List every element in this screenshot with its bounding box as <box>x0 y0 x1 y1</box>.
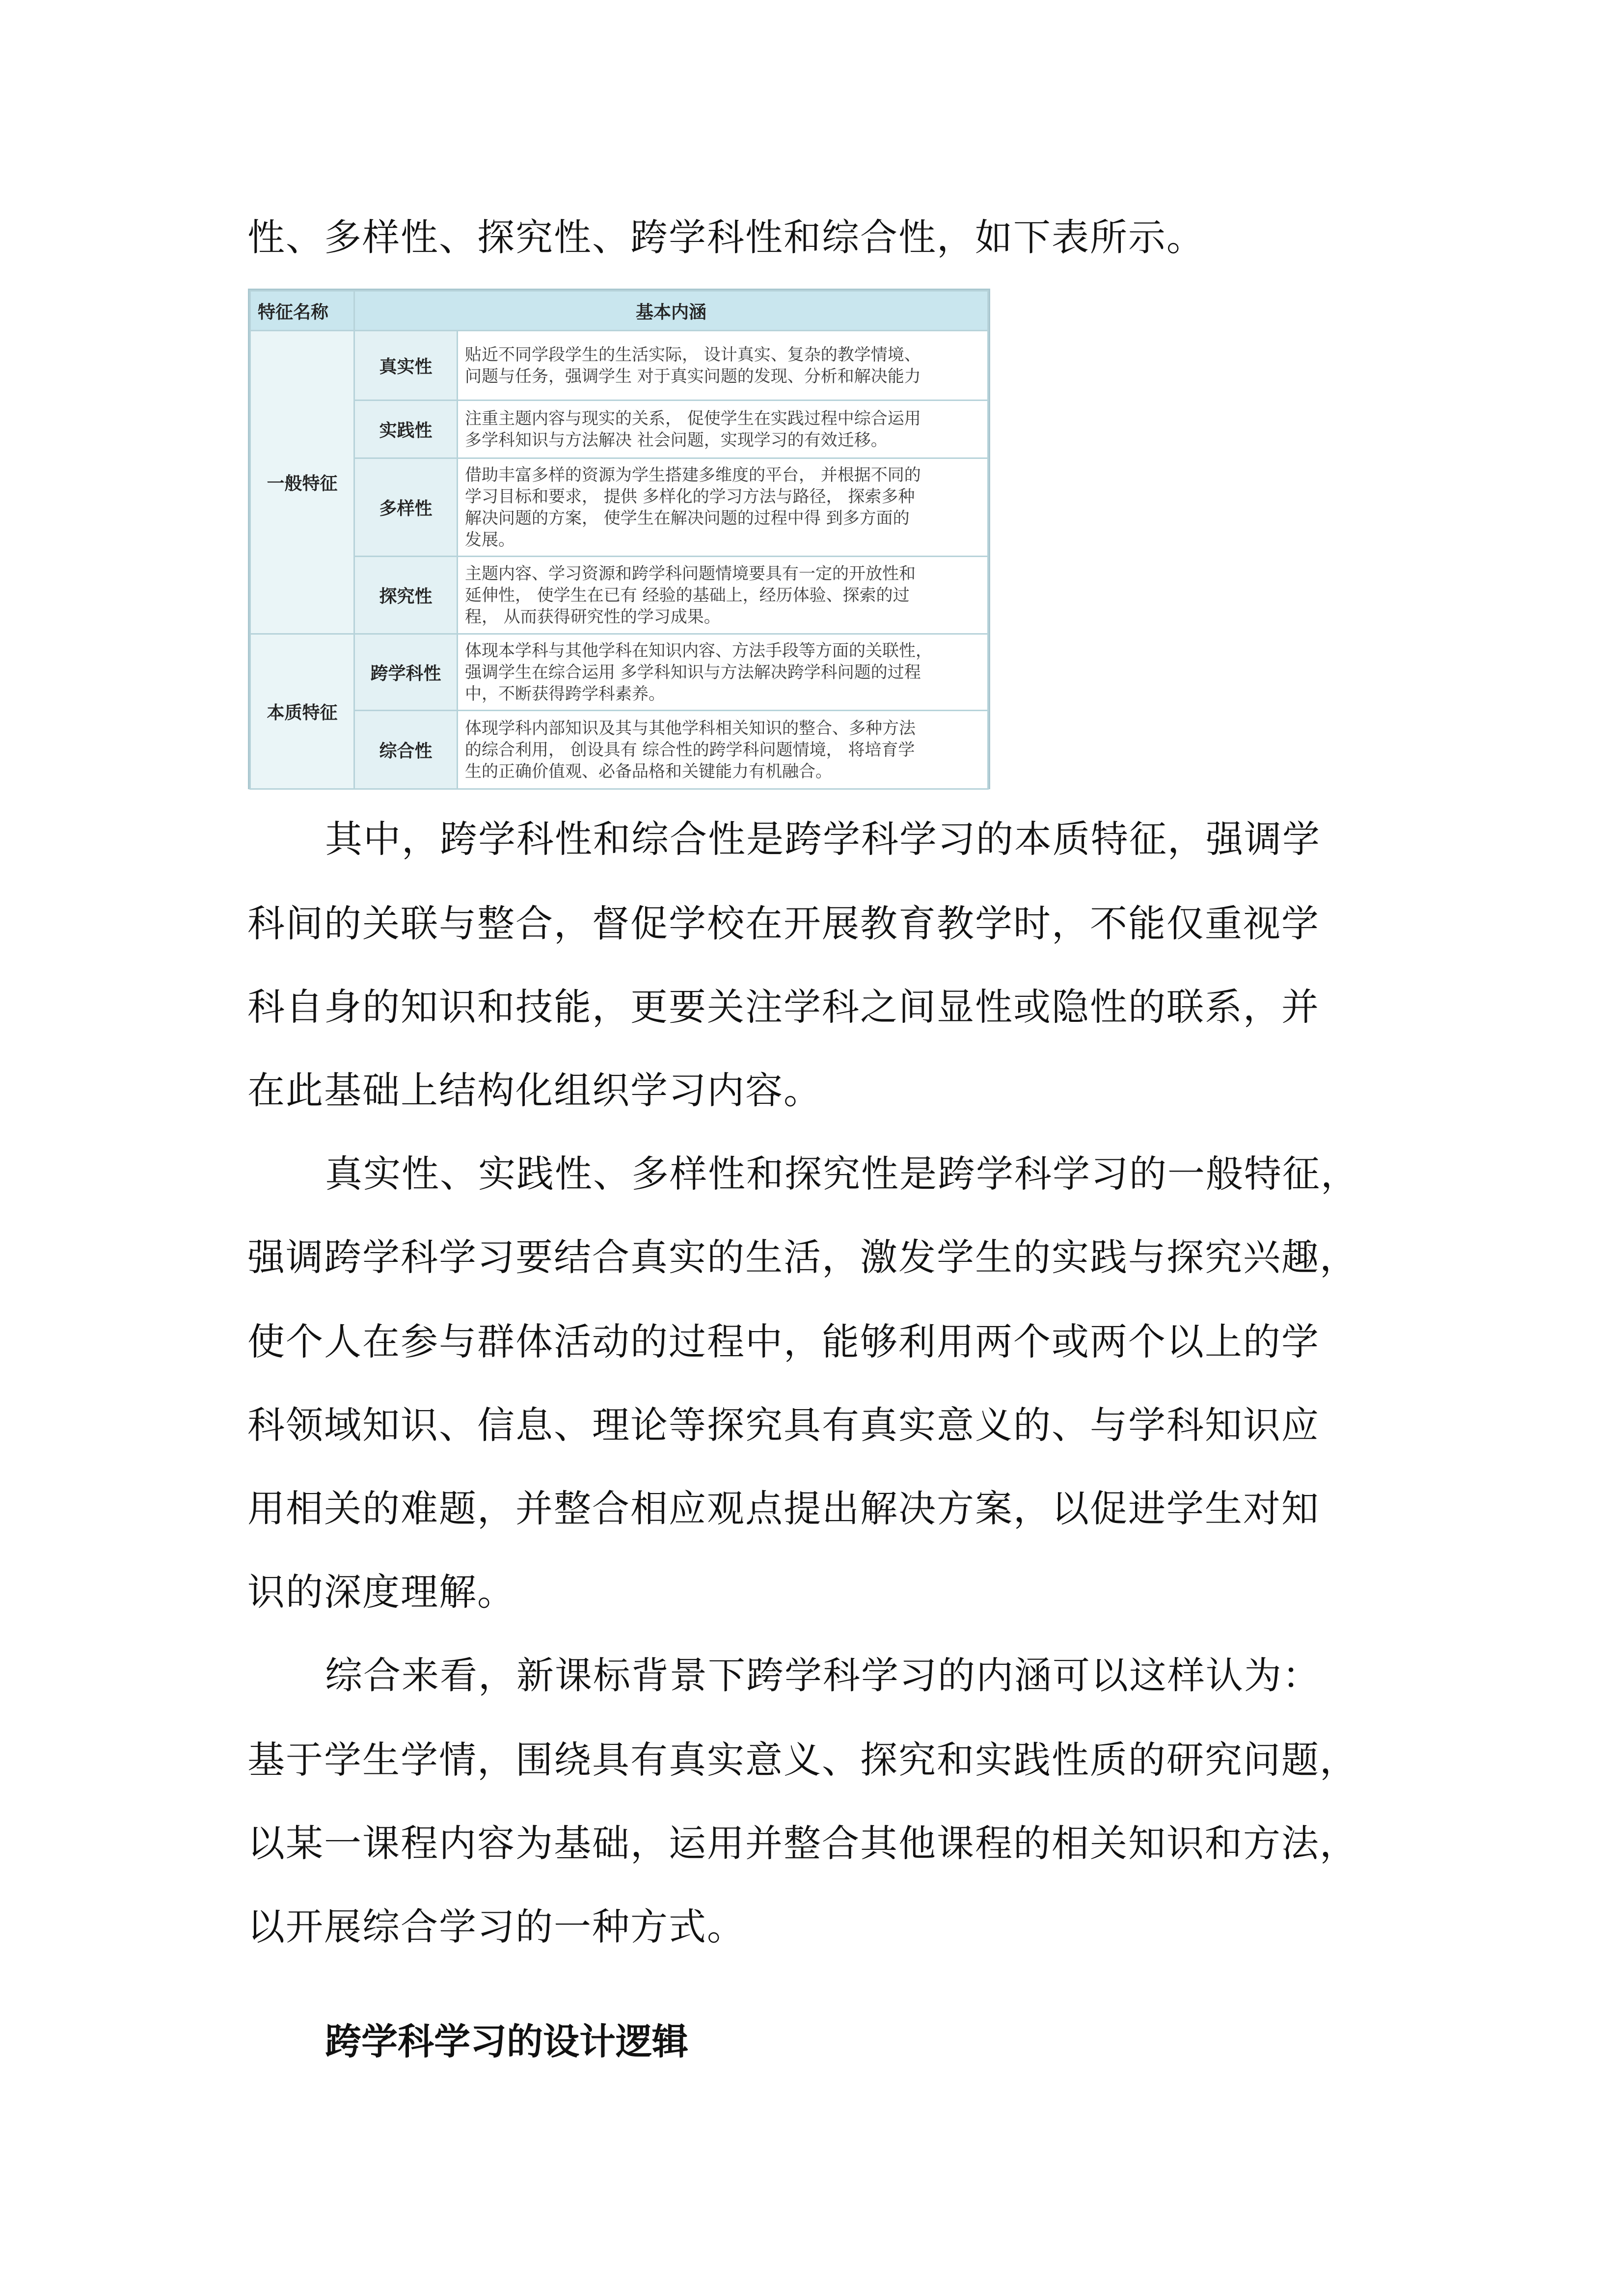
paragraph-line: 以开展综合学习的一种方式。 <box>247 1905 745 1949</box>
paragraph-line: 强调跨学科学习要结合真实的生活，激发学生的实践与探究兴趣， <box>247 1235 1358 1279</box>
table-row <box>250 634 988 711</box>
table-row <box>250 400 988 458</box>
paragraph-line: 科间的关联与整合，督促学校在开展教育教学时，不能仅重视学 <box>247 902 1320 945</box>
paragraph-line: 真实性、实践性、多样性和探究性是跨学科学习的一般特征， <box>325 1152 1359 1196</box>
description-cell <box>458 458 988 557</box>
description-cell <box>458 634 988 711</box>
table-row <box>250 711 988 789</box>
description-line: 程， 从而获得研究性的学习成果。 <box>465 607 721 627</box>
description-line: 的综合利用， 创设具有 综合性的跨学科问题情境， 将培育学 <box>465 740 915 760</box>
paragraph-line: 科领域知识、信息、理论等探究具有真实意义的、与学科知识应 <box>247 1403 1320 1447</box>
feature-cell: 真实性 <box>354 331 458 400</box>
paragraph-line: 使个人在参与群体活动的过程中，能够利用两个或两个以上的学 <box>247 1320 1320 1363</box>
paragraph-line: 识的深度理解。 <box>247 1570 515 1614</box>
description-line: 体现学科内部知识及其与其他学科相关知识的整合、多种方法 <box>465 718 916 738</box>
table-header-connotation: 基本内涵 <box>354 291 988 331</box>
characteristics-table-image <box>248 289 990 789</box>
feature-cell: 多样性 <box>354 458 458 557</box>
table-header-row <box>250 291 988 331</box>
characteristics-table <box>249 290 989 790</box>
description-line: 主题内容、学习资源和跨学科问题情境要具有一定的开放性和 <box>465 563 916 584</box>
description-line: 贴近不同学段学生的生活实际， 设计真实、复杂的教学情境、 <box>465 345 921 365</box>
section-heading: 跨学科学习的设计逻辑 <box>325 2021 688 2063</box>
description-line: 延伸性， 使学生在已有 经验的基础上，经历体验、探索的过 <box>465 585 910 605</box>
group-cell-general: 一般特征 <box>250 331 354 634</box>
paragraph-line: 综合来看，新课标背景下跨学科学习的内涵可以这样认为： <box>325 1654 1321 1697</box>
description-line: 学习目标和要求， 提供 多样化的学习方法与路径， 探索多种 <box>465 486 915 507</box>
description-line: 生的正确价值观、必备品格和关键能力有机融合。 <box>465 761 832 781</box>
description-line: 问题与任务，强调学生 对于真实问题的发现、分析和解决能力 <box>465 366 921 386</box>
feature-cell: 探究性 <box>354 557 458 634</box>
description-line: 体现本学科与其他学科在知识内容、方法手段等方面的关联性， <box>465 641 932 661</box>
paragraph-line: 科自身的知识和技能，更要关注学科之间显性或隐性的联系，并 <box>247 985 1320 1029</box>
table-row <box>250 458 988 557</box>
paragraph-line: 在此基础上结构化组织学习内容。 <box>247 1068 822 1112</box>
table-header-feature-name: 特征名称 <box>250 291 354 331</box>
feature-cell: 综合性 <box>354 711 458 789</box>
table-row <box>250 557 988 634</box>
feature-cell: 跨学科性 <box>354 634 458 711</box>
feature-cell: 实践性 <box>354 400 458 458</box>
description-line: 注重主题内容与现实的关系， 促使学生在实践过程中综合运用 <box>465 408 921 428</box>
description-cell <box>458 557 988 634</box>
table-row <box>250 331 988 400</box>
description-line: 借助丰富多样的资源为学生搭建多维度的平台， 并根据不同的 <box>465 465 921 485</box>
description-line: 强调学生在综合运用 多学科知识与方法解决跨学科问题的过程 <box>465 662 921 682</box>
paragraph-line: 用相关的难题，并整合相应观点提出解决方案，以促进学生对知 <box>247 1487 1320 1530</box>
description-cell <box>458 711 988 789</box>
group-cell-essential: 本质特征 <box>250 634 354 789</box>
description-cell <box>458 331 988 400</box>
paragraph-line: 基于学生学情，围绕具有真实意义、探究和实践性质的研究问题， <box>247 1738 1358 1782</box>
description-line: 发展。 <box>465 530 515 550</box>
paragraph-line: 性、多样性、探究性、跨学科性和综合性，如下表所示。 <box>247 215 1205 259</box>
paragraph-line: 其中，跨学科性和综合性是跨学科学习的本质特征，强调学 <box>325 817 1321 861</box>
description-line: 解决问题的方案， 使学生在解决问题的过程中得 到多方面的 <box>465 508 910 528</box>
paragraph-line: 以某一课程内容为基础，运用并整合其他课程的相关知识和方法， <box>247 1821 1358 1865</box>
description-line: 多学科知识与方法解决 社会问题，实现学习的有效迁移。 <box>465 430 888 450</box>
description-cell <box>458 400 988 458</box>
description-line: 中，不断获得跨学科素养。 <box>465 684 665 704</box>
